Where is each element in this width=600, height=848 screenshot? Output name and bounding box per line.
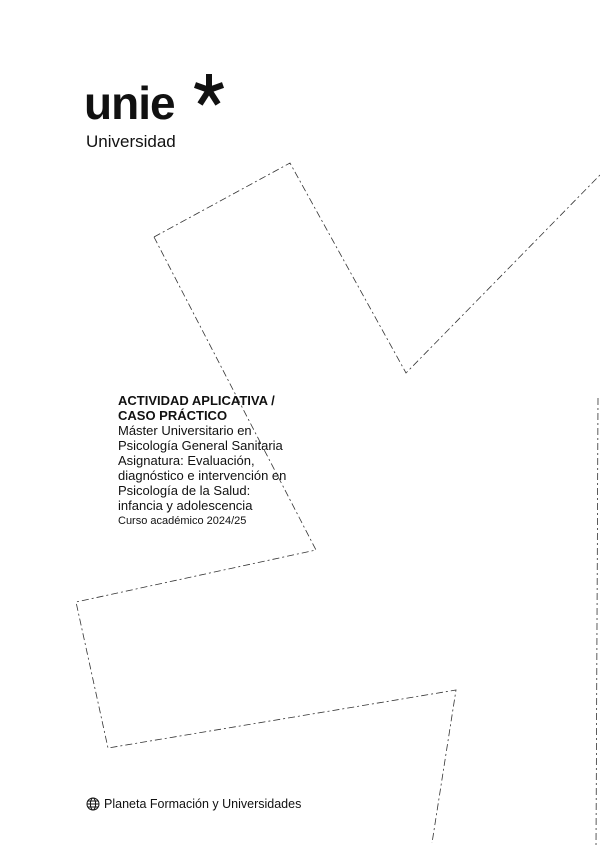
- academic-year: Curso académico 2024/25: [118, 515, 247, 527]
- decorative-dashed-shape-right: [596, 398, 598, 848]
- logo-subtitle: Universidad: [86, 132, 176, 151]
- unie-logo: [84, 72, 244, 156]
- program-line-2: Psicología General Sanitaria: [118, 438, 283, 453]
- subject-line-2: diagnóstico e intervención en: [118, 468, 287, 483]
- publisher-footer: [86, 797, 301, 811]
- subject-line-3: Psicología de la Salud:: [118, 483, 251, 498]
- subject-line-4: infancia y adolescencia: [118, 498, 253, 513]
- asterisk-icon: [192, 72, 226, 106]
- decorative-dashed-shape-upper: [154, 163, 600, 373]
- decorative-dashed-shape-middle: [76, 237, 456, 843]
- program-line-1: Máster Universitario en: [118, 423, 252, 438]
- document-info: [118, 393, 328, 528]
- globe-icon: [86, 797, 100, 811]
- document-title-line-2: CASO PRÁCTICO: [118, 408, 228, 423]
- subject-line-1: Asignatura: Evaluación,: [118, 453, 255, 468]
- document-title-line-1: ACTIVIDAD APLICATIVA /: [118, 393, 275, 408]
- logo-wordmark: unie: [84, 77, 175, 129]
- publisher-name: Planeta Formación y Universidades: [104, 797, 302, 811]
